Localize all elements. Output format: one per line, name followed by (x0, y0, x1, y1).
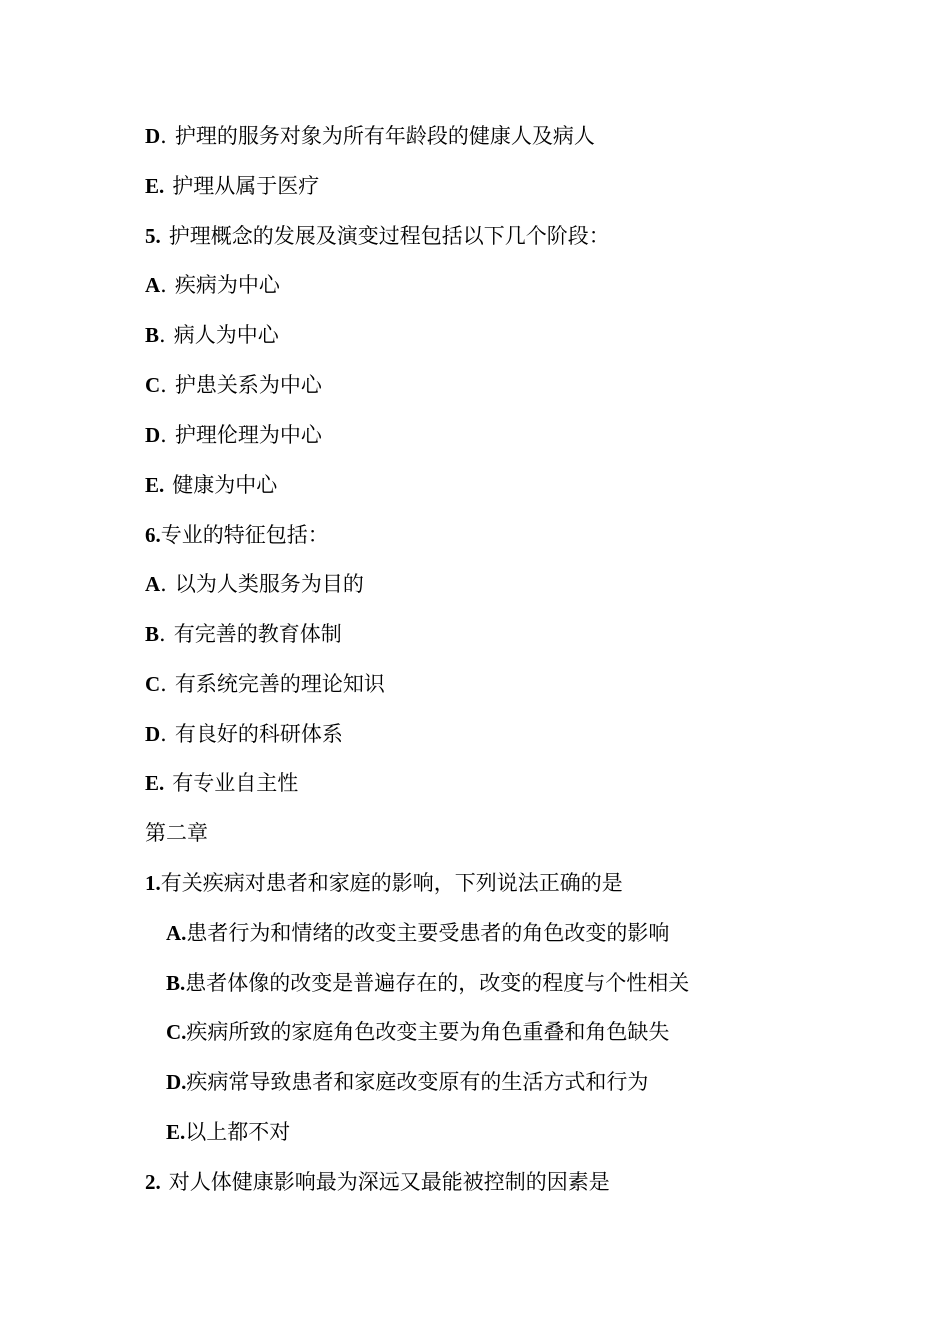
option-e-line (145, 171, 319, 201)
option-separator: . (160, 722, 167, 746)
option-text: 患者行为和情绪的改变主要受患者的角色改变的影响 (186, 921, 670, 945)
option-d-line (145, 420, 322, 450)
option-label: E. (166, 1120, 186, 1144)
option-text: 有完善的教育体制 (173, 622, 342, 646)
option-c-line (145, 669, 385, 699)
question-number: 6. (145, 523, 161, 547)
option-text: 护理的服务对象为所有年龄段的健康人及病人 (174, 124, 595, 148)
option-text: 护理伦理为中心 (174, 423, 322, 447)
question-text: 护理概念的发展及演变过程包括以下几个阶段： (168, 224, 610, 248)
option-a-line (145, 569, 364, 599)
option-text: 以上都不对 (185, 1120, 291, 1144)
question-number: 2. (145, 1170, 161, 1194)
option-separator: . (160, 423, 167, 447)
option-b-line (145, 320, 279, 350)
option-label: C (145, 373, 161, 397)
option-a-line (166, 918, 669, 948)
option-label: B (145, 622, 160, 646)
question-text: 有关疾病对患者和家庭的影响，下列说法正确的是 (160, 871, 623, 895)
option-text: 疾病为中心 (174, 273, 280, 297)
option-text: 有良好的科研体系 (174, 722, 343, 746)
chapter-heading (145, 818, 208, 848)
option-label: B (145, 323, 160, 347)
option-e-line (145, 768, 298, 798)
option-text: 病人为中心 (173, 323, 279, 347)
option-d-line (145, 121, 595, 151)
question-number: 5. (145, 224, 161, 248)
option-label: D. (166, 1070, 187, 1094)
option-text: 护理从属于医疗 (172, 174, 320, 198)
option-separator: . (159, 622, 166, 646)
option-label: E. (145, 771, 165, 795)
option-label: E. (145, 473, 165, 497)
option-separator: . (160, 672, 167, 696)
option-label: D (145, 423, 161, 447)
option-text: 护患关系为中心 (174, 373, 322, 397)
option-text: 疾病所致的家庭角色改变主要为角色重叠和角色缺失 (186, 1020, 670, 1044)
option-label: D (145, 722, 161, 746)
question-text: 对人体健康影响最为深远又最能被控制的因素是 (168, 1170, 610, 1194)
option-c-line (166, 1017, 669, 1047)
option-separator: . (160, 273, 167, 297)
option-d-line (166, 1067, 648, 1097)
option-label: A. (166, 921, 187, 945)
question-2-line (145, 1167, 610, 1197)
option-separator: . (159, 323, 166, 347)
option-d-line (145, 719, 343, 749)
question-5-line (145, 221, 610, 251)
option-label: A (145, 273, 161, 297)
option-separator: . (160, 124, 167, 148)
option-e-line (166, 1117, 290, 1147)
question-text: 专业的特征包括： (160, 523, 329, 547)
option-b-line (166, 968, 689, 998)
question-6-line (145, 520, 329, 550)
option-label: E. (145, 174, 165, 198)
chapter-title: 第二章 (145, 821, 208, 845)
option-label: B. (166, 971, 186, 995)
option-label: A (145, 572, 161, 596)
option-text: 以为人类服务为目的 (174, 572, 364, 596)
option-text: 患者体像的改变是普遍存在的，改变的程度与个性相关 (185, 971, 690, 995)
option-label: C. (166, 1020, 187, 1044)
option-text: 疾病常导致患者和家庭改变原有的生活方式和行为 (186, 1070, 649, 1094)
option-text: 健康为中心 (172, 473, 278, 497)
question-number: 1. (145, 871, 161, 895)
option-b-line (145, 619, 342, 649)
option-c-line (145, 370, 322, 400)
option-e-line (145, 470, 277, 500)
option-a-line (145, 270, 280, 300)
question-1-line (145, 868, 623, 898)
option-separator: . (160, 572, 167, 596)
option-text: 有系统完善的理论知识 (174, 672, 385, 696)
option-separator: . (160, 373, 167, 397)
option-label: C (145, 672, 161, 696)
option-text: 有专业自主性 (172, 771, 299, 795)
option-label: D (145, 124, 161, 148)
